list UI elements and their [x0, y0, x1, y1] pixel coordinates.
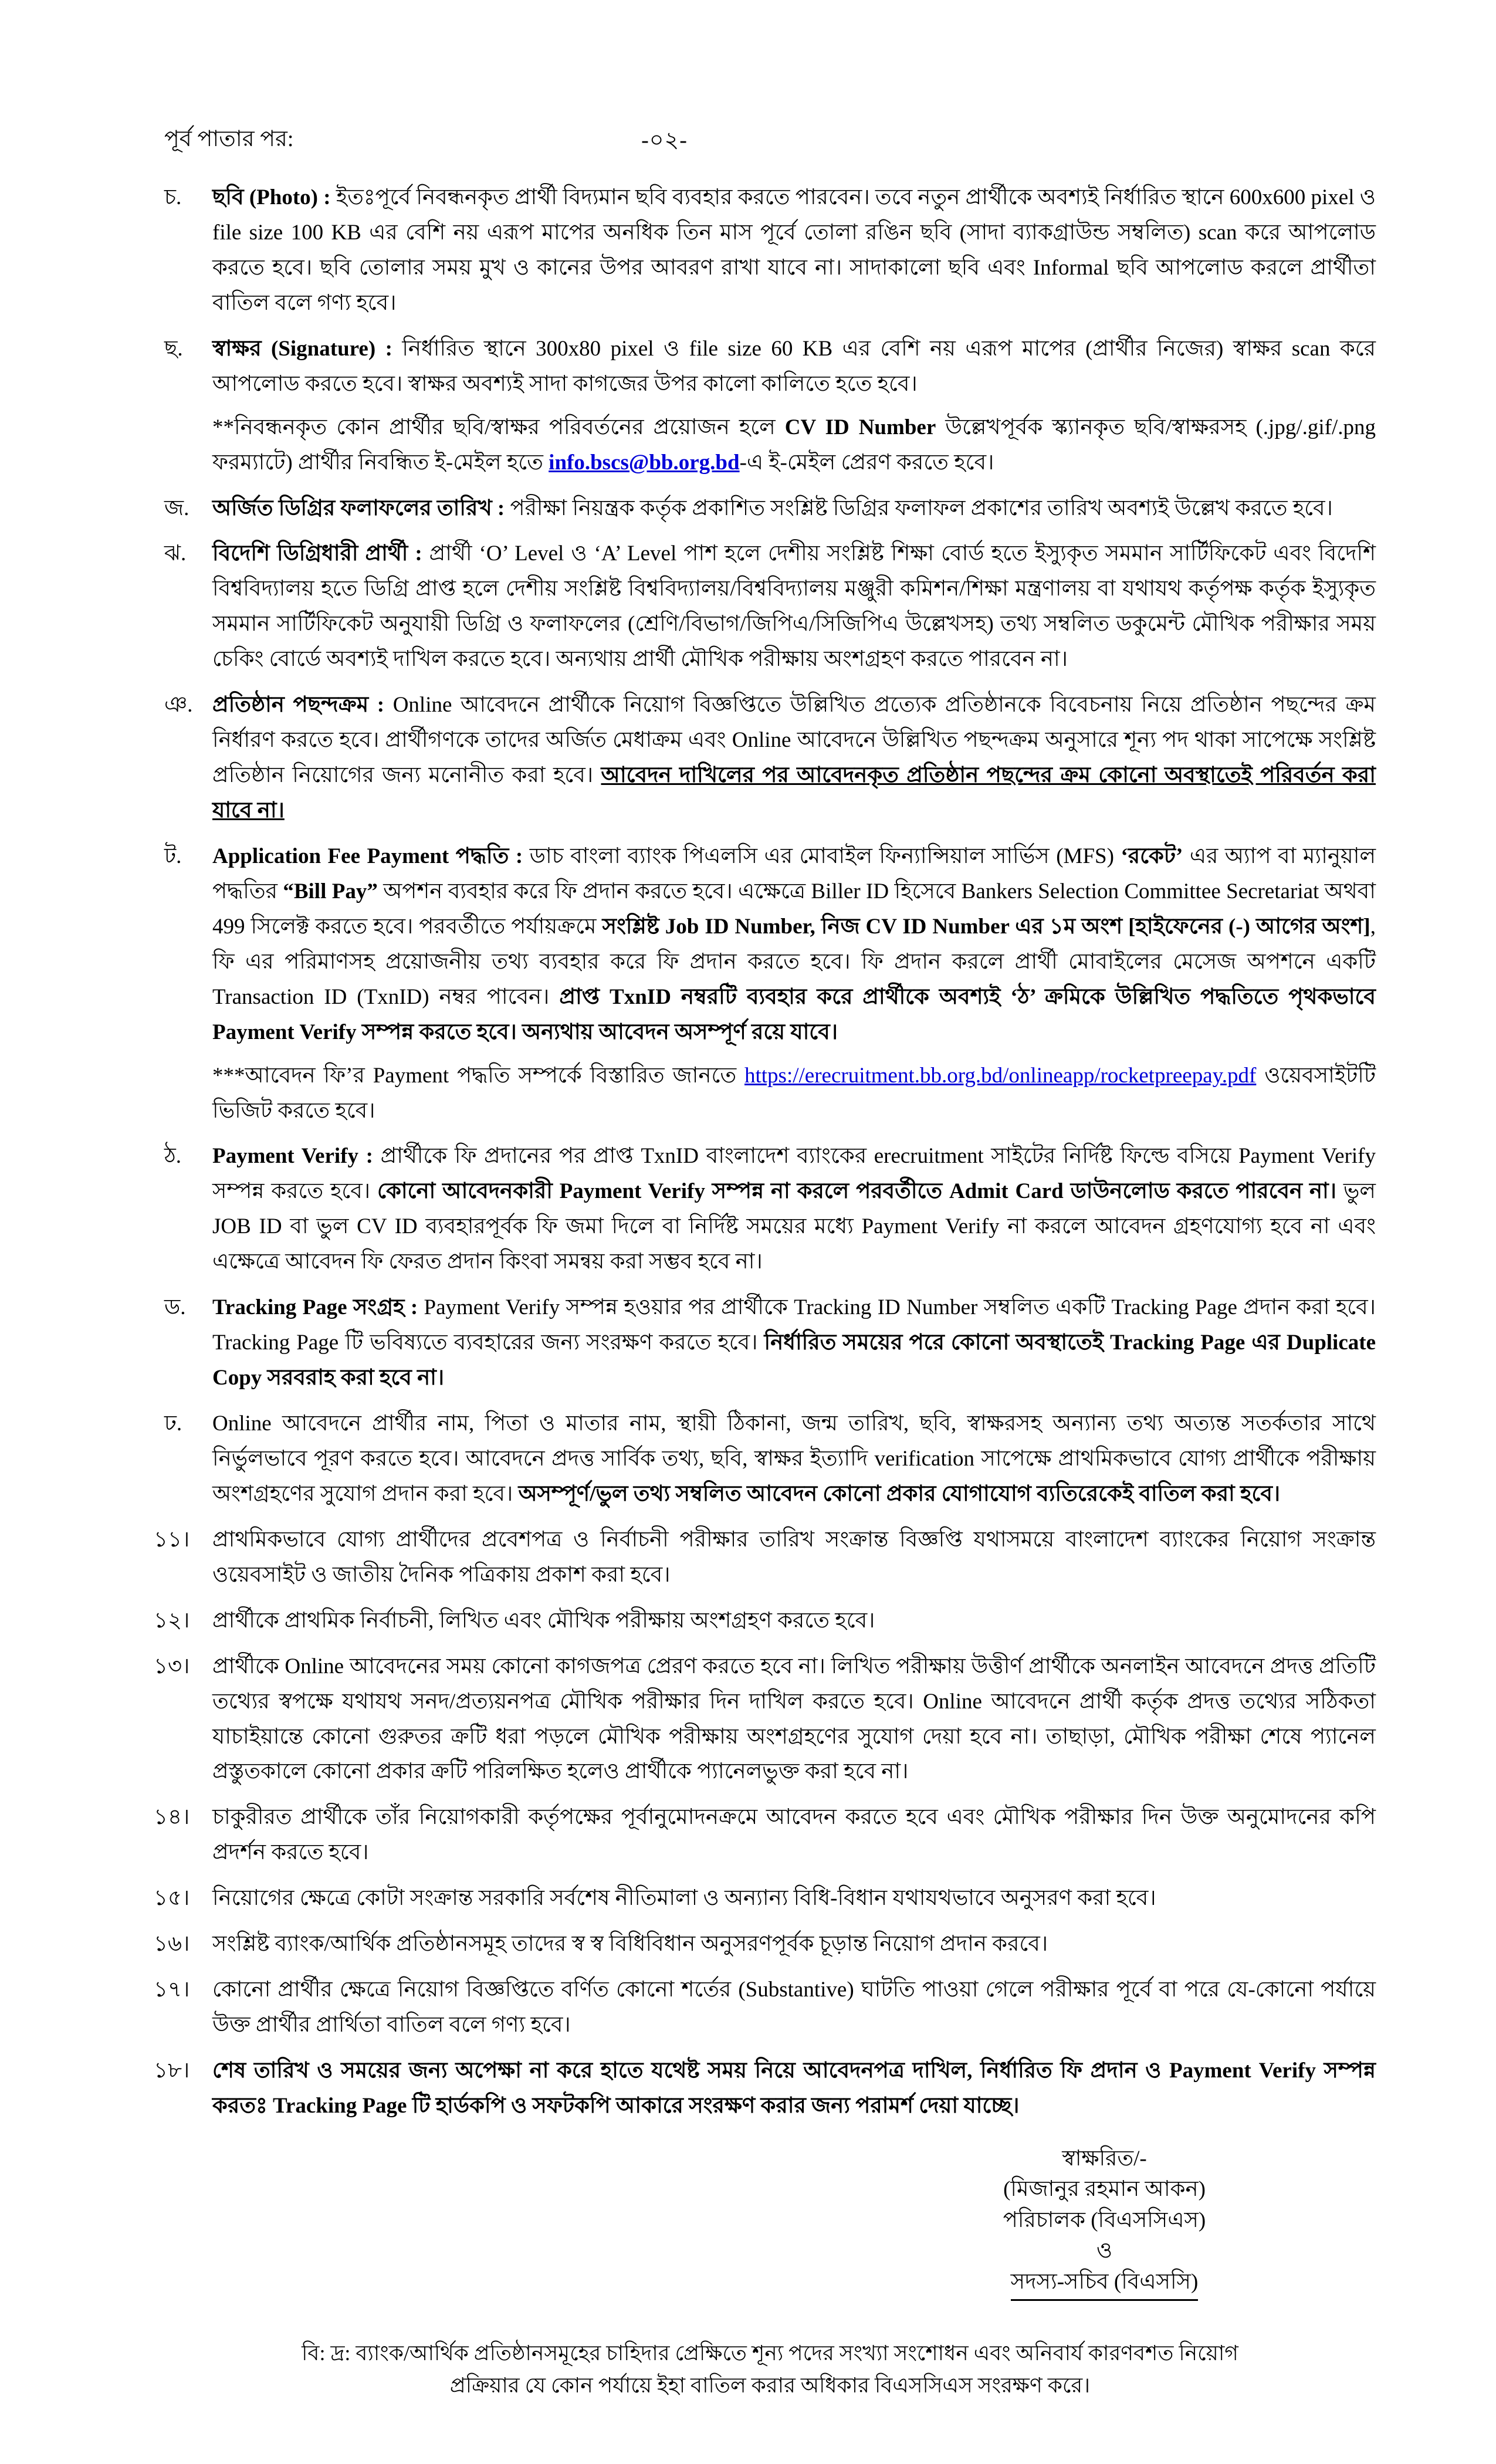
verify-seg-3: ভুল JOB ID বা ভুল CV ID ব্যবহারপূর্বক ফি জমা দিলে বা নির্দিষ্ট সময়ের মধ্যে Payment Verify না করলে আবেদন গ্রহণযোগ্য হবে না এবং এক্ষেত্রে আবেদন ফি ফেরত প্রদান কিংবা সমন্বয় করা সম্ভব হবে না। [212, 1179, 1376, 1274]
list-item-tracking-page [164, 1290, 1376, 1396]
list-item-body: চাকুরীরত প্রার্থীকে তাঁর নিয়োগকারী কর্তৃপক্ষের পূর্বানুমোদনক্রমে আবেদন করতে হবে এবং মৌখিক পরীক্ষার দিন উক্ত অনুমোদনের কপি প্রদর্শন করতে হবে। [212, 1805, 1376, 1865]
note-suffix: -এ ই-মেইল প্রেরণ করতে হবে। [739, 450, 994, 475]
signature-block [164, 2144, 1376, 2301]
item-text-emphasis: আবেদন দাখিলের পর আবেদনকৃত প্রতিষ্ঠান পছন্দের ক্রম কোনো অবস্থাতেই পরিবর্তন করা যাবে না। [212, 763, 1376, 823]
list-marker: ট. [164, 844, 182, 868]
numbered-item-14 [154, 1800, 1376, 1870]
note-middle: উল্লেখপূর্বক স্ক্যানকৃত ছবি/স্বাক্ষরসহ (.jpg/.gif/.png ফরম্যাটে) প্রার্থীর নিবন্ধিত ই-মেইল হতে [212, 415, 1376, 475]
numbered-item-13 [154, 1649, 1376, 1790]
item-title: Application Fee Payment [212, 844, 449, 868]
list-item-body [212, 688, 1376, 828]
list-marker: ঠ. [164, 1144, 182, 1169]
job-and-cv-id-emphasis: সংশ্লিষ্ট Job ID Number, নিজ CV ID Number এর ১ম অংশ [হাইফেনের (-) আগের অংশ] [602, 914, 1370, 939]
numbered-item-18 [154, 2053, 1376, 2124]
list-item-body [212, 536, 1376, 677]
footer-disclaimer-note: বি: দ্র: ব্যাংক/আর্থিক প্রতিষ্ঠানসমূহের চাহিদার প্রেক্ষিতে শূন্য পদের সংখ্যা সংশোধন এবং অনিবার্য কারণবশত নিয়োগ প্রক্রিয়ার যে কোন পর্যায়ে ইহা বাতিল করার অধিকার বিএসসিএস সংরক্ষণ করে। [302, 2341, 1238, 2398]
list-marker: ১৮। [154, 2059, 190, 2083]
list-marker: ১৭। [154, 1978, 190, 2002]
signatory-designation-primary: পরিচালক (বিএসসিএস) [1003, 2208, 1206, 2232]
rocket-prepay-pdf-link[interactable]: https://erecruitment.bb.org.bd/onlineapp/rocketpreepay.pdf [744, 1063, 1257, 1088]
list-item-body [212, 331, 1376, 480]
list-item-body [212, 1406, 1376, 1512]
verify-seg-1: প্রার্থীকে ফি প্রদানের পর প্রাপ্ত TxnID বাংলাদেশ ব্যাংকের erecruitment সাইটের নির্দিষ্ট ফিল্ডে বসিয়ে Payment Verify সম্পন্ন করতে হবে। [212, 1144, 1376, 1204]
signatory-designation-secondary-text: সদস্য-সচিব (বিএসসি) [1011, 2267, 1199, 2301]
list-item-foreign-degree [164, 536, 1376, 677]
list-item-online-application-accuracy [164, 1406, 1376, 1512]
item-title-bn: পদ্ধতি : [449, 844, 523, 868]
list-item-body: প্রার্থীকে Online আবেদনের সময় কোনো কাগজপত্র প্রেরণ করতে হবে না। লিখিত পরীক্ষায় উত্তীর্ণ প্রার্থীকে অনলাইন আবেদনে প্রদত্ত প্রতিটি তথ্যের স্বপক্ষে যথাযথ সনদ/প্রত্যয়নপত্র মৌখিক পরীক্ষার দিন দাখিল করতে হবে। Online আবেদনে প্রার্থী কর্তৃক প্রদত্ত তথ্যের সঠিকতা যাচাইয়ান্তে কোনো গুরুতর ক্রটি ধরা পড়লে মৌখিক পরীক্ষায় অংশগ্রহণের সুযোগ দেয়া হবে না। তাছাড়া, মৌখিক পরীক্ষা শেষে প্যানেল প্রস্তুতকালে কোনো প্রকার ক্রটি পরিলক্ষিত হলেও প্রার্থীকে প্যানেলভুক্ত করা হবে না। [212, 1654, 1376, 1784]
item-text: প্রার্থী ‘O’ Level ও ‘A’ Level পাশ হলে দেশীয় সংশ্লিষ্ট শিক্ষা বোর্ড হতে ইস্যুকৃত সমমান সার্টিফিকেট এবং বিদেশি বিশ্ববিদ্যালয় হতে ডিগ্রি প্রাপ্ত হলে দেশীয় সংশ্লিষ্ট বিশ্ববিদ্যালয়/বিশ্ববিদ্যালয় মঞ্জুরী কমিশন/শিক্ষা মন্ত্রণালয় বা যথাযথ কর্তৃপক্ষ কর্তৃক ইস্যুকৃত সমমান সার্টিফিকেট অনুযায়ী ডিগ্রি ও ফলাফলের (শ্রেণি/বিভাগ/জিপিএ/সিজিপিএ উল্লেখসহ) তথ্য সম্বলিত ডকুমেন্ট মৌখিক পরীক্ষার সময় চেকিং বোর্ডে অবশ্যই দাখিল করতে হবে। অন্যথায় প্রার্থী মৌখিক পরীক্ষায় অংশগ্রহণ করতে পারবেন না। [212, 541, 1376, 672]
duplicate-copy-emphasis: নির্ধারিত সময়ের পরে কোনো অবস্থাতেই Tracking Page এর Duplicate Copy সরবরাহ করা হবে না। [212, 1331, 1376, 1390]
payment-method-note [212, 1058, 1376, 1129]
signatory-name: (মিজানুর রহমান আকন) [1003, 2177, 1206, 2202]
item-title: অর্জিত ডিগ্রির ফলাফলের তারিখ : [212, 496, 505, 520]
list-marker: ১৬। [154, 1932, 190, 1957]
txnid-verify-emphasis: প্রাপ্ত TxnID নম্বরটি ব্যবহার করে প্রার্থীকে অবশ্যই ‘ঠ’ ক্রমিকে উল্লিখিত পদ্ধতিতে পৃথকভাবে Payment Verify সম্পন্ন করতে হবে। অন্যথায় আবেদন অসম্পূর্ণ রয়ে যাবে। [212, 984, 1376, 1044]
item-title: Tracking Page [212, 1295, 347, 1320]
list-item-body: প্রার্থীকে প্রাথমিক নির্বাচনী, লিখিত এবং মৌখিক পরীক্ষায় অংশগ্রহণ করতে হবে। [212, 1608, 875, 1633]
page-number: -০২- [641, 128, 688, 153]
item-title: স্বাক্ষর (Signature) : [212, 336, 392, 361]
list-item-payment-verify [164, 1139, 1376, 1280]
list-item-signature [164, 331, 1376, 480]
list-item-body: নিয়োগের ক্ষেত্রে কোটা সংক্রান্ত সরকারি সর্বশেষ নীতিমালা ও অন্যান্য বিধি-বিধান যথাযথভাবে অনুসরণ করা হবে। [212, 1886, 1156, 1911]
list-item-body: কোনো প্রার্থীর ক্ষেত্রে নিয়োগ বিজ্ঞপ্তিতে বর্ণিত কোনো শর্তের (Substantive) ঘাটতি পাওয়া গেলে পরীক্ষার পূর্বে বা পরে যে-কোনো পর্যায়ে উক্ত প্রার্থীর প্রার্থিতা বাতিল বলে গণ্য হবে। [212, 1978, 1376, 2037]
list-item-body [212, 1290, 1376, 1396]
list-marker: ঝ. [164, 541, 187, 566]
fee-seg-5: অপশন ব্যবহার করে ফি প্রদান করতে হবে। এক্ষেত্রে Biller ID হিসেবে Bankers Selection Committee Secretariat অথবা 499 সিলেক্ট করতে হবে। পরবর্তীতে পর্যায়ক্রমে [212, 879, 1376, 939]
support-email-link[interactable]: info.bscs@bb.org.bd [549, 450, 740, 475]
list-item-photo [164, 180, 1376, 321]
list-marker: ছ. [164, 336, 183, 361]
list-item-body [212, 180, 1376, 321]
list-marker: ঢ. [164, 1412, 182, 1436]
list-item-institution-preference [164, 688, 1376, 828]
lettered-items-list [164, 180, 1376, 1512]
note-prefix: ***আবেদন ফি’র Payment পদ্ধতি সম্পর্কে বিস্তারিত জানতে [212, 1063, 744, 1088]
admit-card-emphasis: কোনো আবেদনকারী Payment Verify সম্পন্ন না করলে পরবর্তীতে Admit Card ডাউনলোড করতে পারবেন না। [377, 1179, 1337, 1204]
list-item-body: সংশ্লিষ্ট ব্যাংক/আর্থিক প্রতিষ্ঠানসমূহ তাদের স্ব স্ব বিধিবিধান অনুসরণপূর্বক চূড়ান্ত নিয়োগ প্রদান করবে। [212, 1932, 1048, 1957]
item-text: পরীক্ষা নিয়ন্ত্রক কর্তৃক প্রকাশিত সংশ্লিষ্ট ডিগ্রির ফলাফল প্রকাশের তারিখ অবশ্যই উল্লেখ করতে হবে। [505, 496, 1333, 520]
item-text: নির্ধারিত স্থানে 300x80 pixel ও file size 60 KB এর বেশি নয় এরূপ মাপের (প্রার্থীর নিজের) স্বাক্ষর scan করে আপলোড করতে হবে। স্বাক্ষর অবশ্যই সাদা কাগজের উপর কালো কালিতে হতে হবে। [212, 336, 1376, 396]
signature-change-note [212, 410, 1376, 480]
item-title: প্রতিষ্ঠান পছন্দক্রম : [212, 693, 385, 717]
fee-seg-3: এর অ্যাপ বা ম্যানুয়াল পদ্ধতির [212, 844, 1376, 903]
list-item-application-fee-payment [164, 839, 1376, 1129]
numbered-item-15 [154, 1881, 1376, 1916]
numbered-item-12 [154, 1603, 1376, 1639]
numbered-item-17 [154, 1972, 1376, 2043]
accuracy-seg-1: Online আবেদনে প্রার্থীর নাম, পিতা ও মাতার নাম, স্থায়ী ঠিকানা, জন্ম তারিখ, ছবি, স্বাক্ষরসহ অন্যান্য তথ্য অত্যন্ত সতর্কতার সাথে নির্ভুলভাবে পূরণ করতে হবে। আবেদনে প্রদত্ত সার্বিক তথ্য, ছবি, স্বাক্ষর ইত্যাদি verification সাপেক্ষে প্রাথমিকভাবে যোগ্য প্রার্থীকে পরীক্ষায় অংশগ্রহণের সুযোগ প্রদান করা হবে। [212, 1412, 1376, 1506]
item-title: বিদেশি ডিগ্রিধারী প্রার্থী : [212, 541, 422, 566]
list-marker: ড. [164, 1295, 186, 1320]
cv-id-number-emphasis: CV ID Number [784, 415, 936, 439]
item-title: Payment Verify : [212, 1144, 373, 1169]
list-item-body: প্রাথমিকভাবে যোগ্য প্রার্থীদের প্রবেশপত্র ও নির্বাচনী পরীক্ষার তারিখ সংক্রান্ত বিজ্ঞপ্তি যথাসময়ে বাংলাদেশ ব্যাংকের নিয়োগ সংক্রান্ত ওয়েবসাইট ও জাতীয় দৈনিক পত্রিকায় প্রকাশ করা হবে। [212, 1527, 1376, 1587]
item-text: ইতঃপূর্বে নিবন্ধনকৃত প্রার্থী বিদ্যমান ছবি ব্যবহার করতে পারবেন। তবে নতুন প্রার্থীকে অবশ্যই নির্ধারিত স্থানে 600x600 pixel ও file size 100 KB এর বেশি নয় এরূপ মাপের অনধিক তিন মাস পূর্বে তোলা রঙিন ছবি (সাদা ব্যাকগ্রাউন্ড সম্বলিত) scan করে আপলোড করতে হবে। ছবি তোলার সময় মুখ ও কানের উপর আবরণ রাখা যাবে না। সাদাকালো ছবি এবং Informal ছবি আপলোড করলে প্রার্থীতা বাতিল বলে গণ্য হবে। [212, 185, 1376, 315]
item-text-part-a: Online আবেদনে প্রার্থীকে নিয়োগ বিজ্ঞপ্তিতে উল্লিখিত প্রত্যেক প্রতিষ্ঠানকে বিবেচনায় নিয়ে প্রতিষ্ঠান পছন্দের ক্রম নির্ধারণ করতে হবে। প্রার্থীগণকে তাদের অর্জিত মেধাক্রম এবং Online আবেদনে উল্লিখিত পছন্দক্রম অনুসারে শূন্য পদ থাকা সাপেক্ষে সংশ্লিষ্ট প্রতিষ্ঠান নিয়োগের জন্য মনোনীত করা হবে। [212, 693, 1376, 788]
signatory-designation-secondary [833, 2267, 1376, 2301]
numbered-item-11 [154, 1522, 1376, 1593]
item-title-bn: সংগ্রহ : [347, 1295, 418, 1320]
list-marker: চ. [164, 185, 182, 209]
list-item-body [212, 491, 1376, 526]
rocket-mfs-name: ‘রকেট’ [1121, 844, 1183, 868]
numbered-item-16 [154, 1927, 1376, 1962]
list-item-body [212, 839, 1376, 1129]
tracking-seg-1: Payment Verify সম্পন্ন হওয়ার পর প্রার্থীকে Tracking ID Number সম্বলিত একটি Tracking Page প্রদান করা হবে। Tracking Page টি ভবিষ্যতে ব্যবহারের জন্য সংরক্ষণ করতে হবে। [212, 1295, 1376, 1355]
fee-seg-7: , ফি এর পরিমাণসহ প্রয়োজনীয় তথ্য ব্যবহার করে ফি প্রদান করতে হবে। ফি প্রদান করলে প্রার্থী মোবাইলের মেসেজ অপশনে একটি Transaction ID (TxnID) নম্বর পাবেন। [212, 914, 1376, 1009]
signatory-conjunction: ও [1096, 2239, 1113, 2263]
continued-from-previous-page-label: পূর্ব পাতার পর: [164, 127, 294, 151]
fee-seg-1: ডাচ বাংলা ব্যাংক পিএলসি এর মোবাইল ফিন্যান্সিয়াল সার্ভিস (MFS) [523, 844, 1121, 868]
list-marker: জ. [164, 496, 189, 520]
note-prefix: **নিবন্ধনকৃত কোন প্রার্থীর ছবি/স্বাক্ষর পরিবর্তনের প্রয়োজন হলে [212, 415, 785, 439]
incomplete-info-emphasis: অসম্পূর্ণ/ভুল তথ্য সম্বলিত আবেদন কোনো প্রকার যোগাযোগ ব্যতিরেকেই বাতিল করা হবে। [518, 1481, 1281, 1506]
list-marker: ১৫। [154, 1886, 190, 1911]
list-marker: ১১। [154, 1527, 190, 1552]
note-suffix: ওয়েবসাইটটি ভিজিট করতে হবে। [212, 1063, 1376, 1123]
list-item-body [212, 1139, 1376, 1280]
list-item-body: শেষ তারিখ ও সময়ের জন্য অপেক্ষা না করে হাতে যথেষ্ট সময় নিয়ে আবেদনপত্র দাখিল, নির্ধারিত ফি প্রদান ও Payment Verify সম্পন্ন করতঃ Tracking Page টি হার্ডকপি ও সফটকপি আকারে সংরক্ষণ করার জন্য পরামর্শ দেয়া যাচ্ছে। [212, 2059, 1376, 2118]
list-marker: ১২। [154, 1608, 190, 1633]
list-marker: ১৪। [154, 1805, 190, 1830]
list-marker: ১৩। [154, 1654, 190, 1678]
bill-pay-option-name: “Bill Pay” [283, 879, 378, 903]
numbered-items-list [154, 1522, 1376, 2124]
list-marker: ঞ. [164, 693, 193, 717]
item-title: ছবি (Photo) : [212, 185, 331, 209]
page-header [164, 126, 1376, 167]
signed-label: স্বাক্ষরিত/- [1062, 2146, 1147, 2171]
list-item-degree-result-date [164, 491, 1376, 526]
